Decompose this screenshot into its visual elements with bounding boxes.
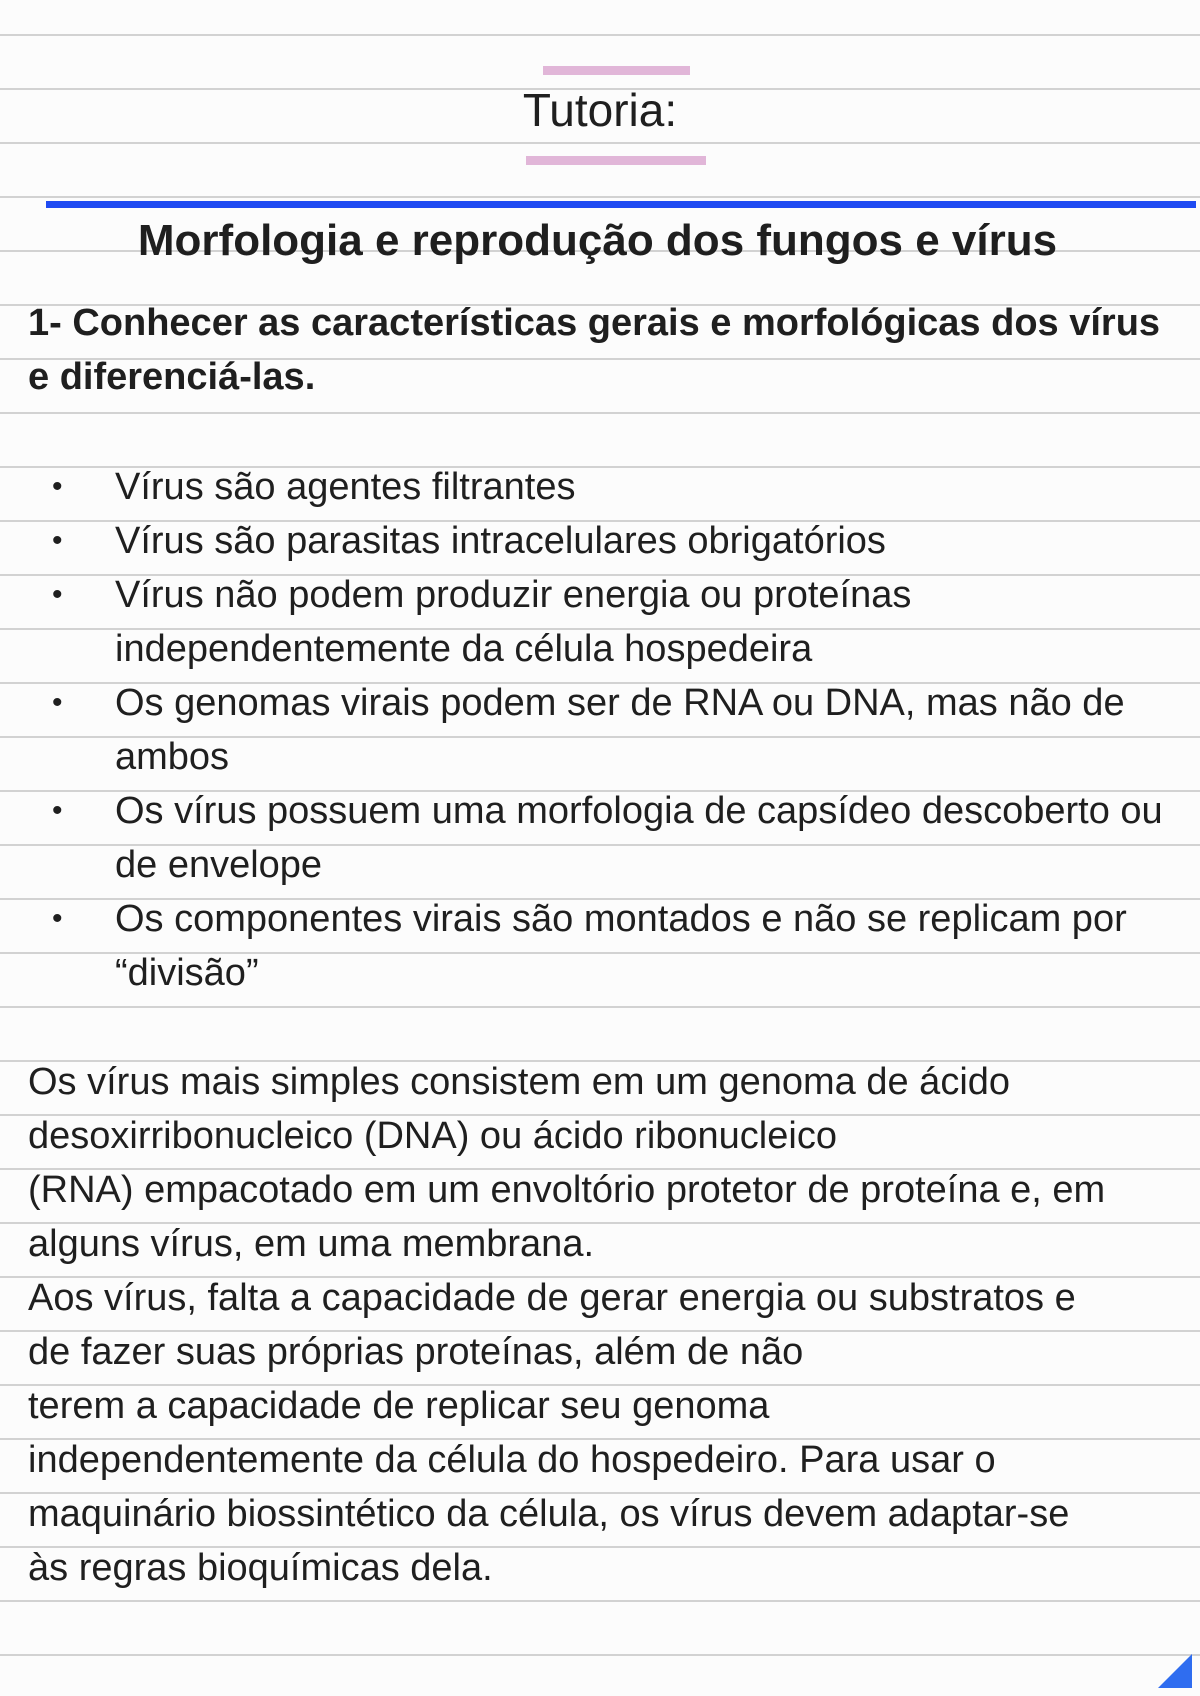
bullet-icon: • xyxy=(52,686,63,719)
pink-decoration-bottom xyxy=(526,156,706,165)
list-item-text: Os componentes virais são montados e não se replicam por “divisão” xyxy=(115,898,1127,994)
paragraph-line: às regras bioquímicas dela. xyxy=(28,1547,493,1589)
list-item-text: Vírus são parasitas intracelulares obrigatórios xyxy=(115,520,886,562)
objective-heading: 1- Conhecer as características gerais e morfológicas dos vírus e diferenciá-las. xyxy=(28,302,1161,398)
list-item xyxy=(0,460,1200,514)
list-item xyxy=(0,676,1200,784)
paragraph-line: independentemente da célula do hospedeiro. Para usar o xyxy=(28,1439,996,1481)
list-item-text: Os vírus possuem uma morfologia de capsídeo descoberto ou de envelope xyxy=(115,790,1163,886)
blue-divider xyxy=(46,201,1196,208)
list-item xyxy=(0,784,1200,892)
bullet-icon: • xyxy=(52,902,63,935)
list-item-text: Vírus são agentes filtrantes xyxy=(115,466,576,508)
bullet-icon: • xyxy=(52,578,63,611)
list-item xyxy=(0,568,1200,676)
list-item xyxy=(0,892,1200,1000)
bullet-icon: • xyxy=(52,524,63,557)
paragraph-line: de fazer suas próprias proteínas, além de não xyxy=(28,1331,804,1373)
document-title: Morfologia e reprodução dos fungos e vírus xyxy=(137,216,1058,265)
page-corner-icon[interactable] xyxy=(1158,1654,1192,1688)
list-item-text: Vírus não podem produzir energia ou proteínas independentemente da célula hospedeira xyxy=(115,574,912,670)
header-title: Tutoria: xyxy=(522,84,678,136)
list-item-text: Os genomas virais podem ser de RNA ou DNA, mas não de ambos xyxy=(115,682,1125,778)
paragraph-line: alguns vírus, em uma membrana. xyxy=(28,1223,595,1265)
paragraph-line: terem a capacidade de replicar seu genoma xyxy=(28,1385,770,1427)
paragraph-line: Os vírus mais simples consistem em um genoma de ácido xyxy=(28,1061,1011,1103)
pink-decoration-top xyxy=(543,66,690,75)
bullet-list xyxy=(0,460,1200,1000)
bullet-icon: • xyxy=(52,470,63,503)
paragraph-line: (RNA) empacotado em um envoltório protetor de proteína e, em xyxy=(28,1169,1106,1211)
paragraph-line: maquinário biossintético da célula, os vírus devem adaptar-se xyxy=(28,1493,1070,1535)
bullet-icon: • xyxy=(52,794,63,827)
paragraph-line: Aos vírus, falta a capacidade de gerar energia ou substratos e xyxy=(28,1277,1076,1319)
paragraph-line: desoxirribonucleico (DNA) ou ácido ribonucleico xyxy=(28,1115,837,1157)
list-item xyxy=(0,514,1200,568)
body-paragraph xyxy=(28,1055,1178,1595)
